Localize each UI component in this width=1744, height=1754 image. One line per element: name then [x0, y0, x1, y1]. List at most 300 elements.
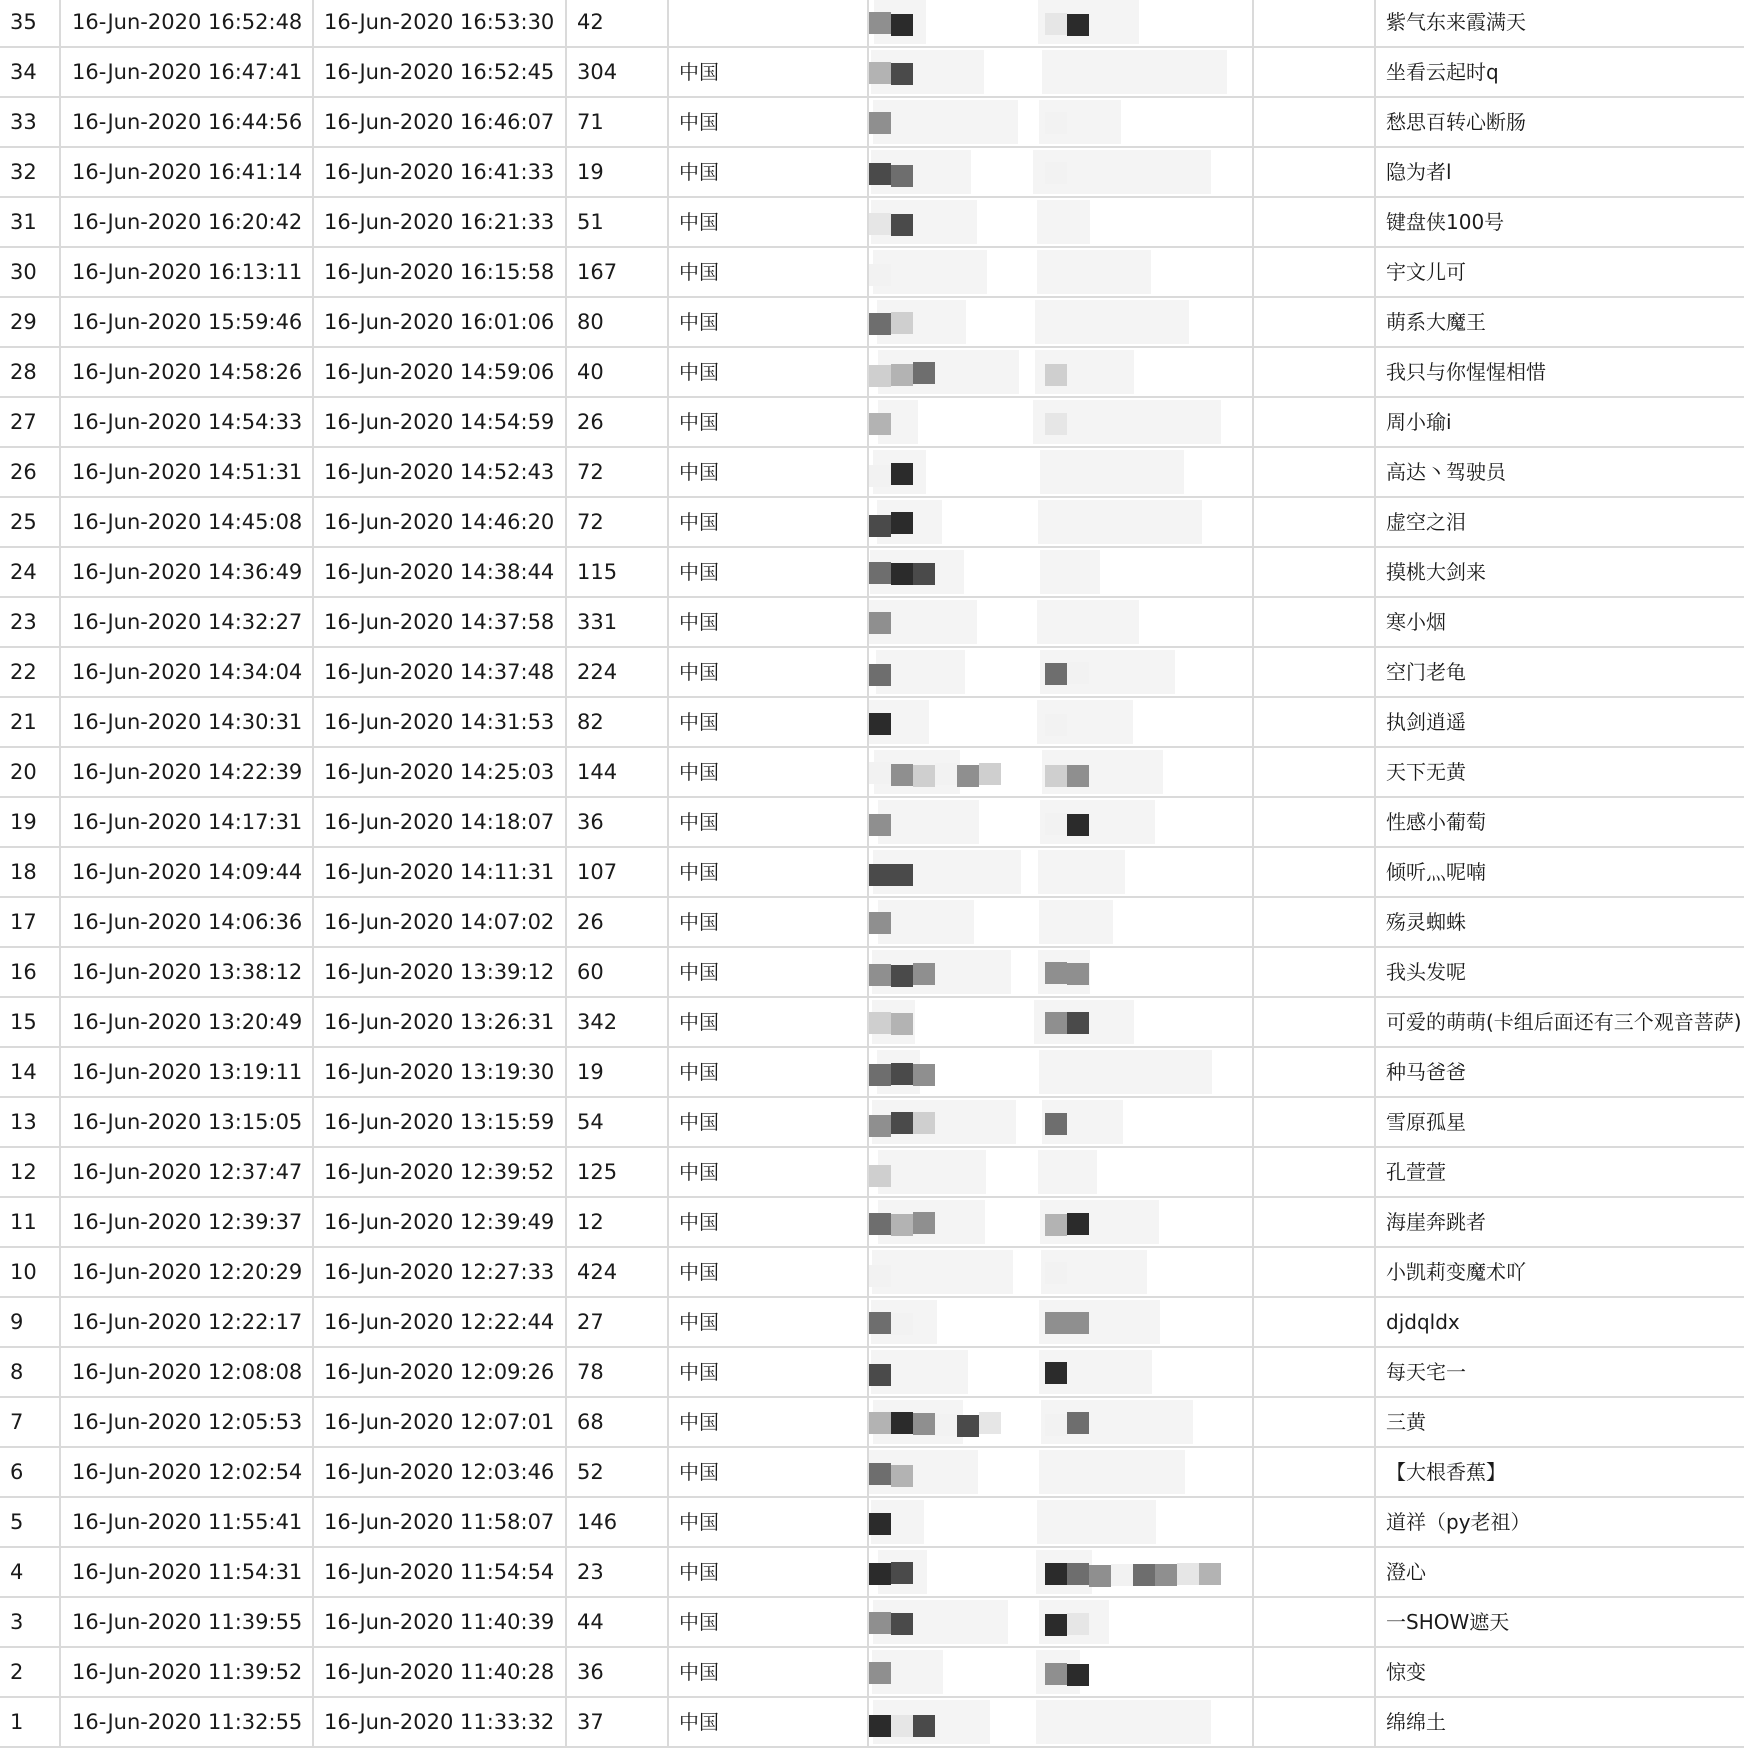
duration-cell[interactable]: 12	[567, 1198, 669, 1246]
start-time-cell[interactable]: 16-Jun-2020 12:02:54	[61, 1448, 314, 1496]
country-cell[interactable]: 中国	[669, 898, 869, 946]
nickname-cell[interactable]: 三黄	[1386, 1410, 1426, 1434]
redacted-cell-1[interactable]	[869, 998, 1033, 1046]
redacted-cell-1[interactable]	[869, 1648, 1033, 1696]
row-id-cell[interactable]: 16	[0, 948, 61, 996]
nickname-cell[interactable]: 海崖奔跳者	[1386, 1210, 1486, 1234]
redacted-cell-1[interactable]	[869, 1348, 1033, 1396]
end-time-cell[interactable]: 16-Jun-2020 14:37:58	[314, 598, 567, 646]
duration-cell[interactable]: 42	[567, 0, 669, 46]
table-row[interactable]	[0, 448, 1744, 498]
row-id-cell[interactable]: 32	[0, 148, 61, 196]
end-time-cell[interactable]: 16-Jun-2020 16:41:33	[314, 148, 567, 196]
start-time-cell[interactable]: 16-Jun-2020 14:45:08	[61, 498, 314, 546]
row-id-cell[interactable]: 4	[0, 1548, 61, 1596]
country-cell[interactable]: 中国	[669, 598, 869, 646]
redacted-cell-1[interactable]	[869, 698, 1033, 746]
end-time-cell[interactable]: 16-Jun-2020 13:39:12	[314, 948, 567, 996]
end-time-cell[interactable]: 16-Jun-2020 12:39:49	[314, 1198, 567, 1246]
redacted-cell-1[interactable]	[869, 498, 1033, 546]
end-time-cell[interactable]: 16-Jun-2020 14:31:53	[314, 698, 567, 746]
empty-cell[interactable]	[1254, 1298, 1376, 1346]
start-time-cell[interactable]: 16-Jun-2020 16:52:48	[61, 0, 314, 46]
redacted-cell-2[interactable]	[1033, 798, 1254, 846]
start-time-cell[interactable]: 16-Jun-2020 12:39:37	[61, 1198, 314, 1246]
redacted-cell-2[interactable]	[1033, 648, 1254, 696]
country-cell[interactable]: 中国	[669, 998, 869, 1046]
duration-cell[interactable]: 72	[567, 498, 669, 546]
row-id-cell[interactable]: 5	[0, 1498, 61, 1546]
redacted-cell-1[interactable]	[869, 748, 1033, 796]
nickname-cell[interactable]: 虚空之泪	[1386, 510, 1466, 534]
nickname-cell[interactable]: 雪原孤星	[1386, 1110, 1466, 1134]
end-time-cell[interactable]: 16-Jun-2020 14:54:59	[314, 398, 567, 446]
redacted-cell-2[interactable]	[1033, 0, 1254, 46]
table-row[interactable]	[0, 0, 1744, 48]
duration-cell[interactable]: 72	[567, 448, 669, 496]
redacted-cell-2[interactable]	[1033, 1448, 1254, 1496]
redacted-cell-1[interactable]	[869, 898, 1033, 946]
nickname-cell[interactable]: 坐看云起时q	[1386, 60, 1499, 84]
redacted-cell-2[interactable]	[1033, 1398, 1254, 1446]
nickname-cell[interactable]: 周小瑜i	[1386, 410, 1452, 434]
nickname-cell[interactable]: 空门老龟	[1386, 660, 1466, 684]
country-cell[interactable]: 中国	[669, 798, 869, 846]
redacted-cell-1[interactable]	[869, 1148, 1033, 1196]
duration-cell[interactable]: 23	[567, 1548, 669, 1596]
redacted-cell-2[interactable]	[1033, 398, 1254, 446]
row-id-cell[interactable]: 27	[0, 398, 61, 446]
country-cell[interactable]: 中国	[669, 1098, 869, 1146]
table-row[interactable]	[0, 1048, 1744, 1098]
table-row[interactable]	[0, 248, 1744, 298]
table-row[interactable]	[0, 1598, 1744, 1648]
duration-cell[interactable]: 144	[567, 748, 669, 796]
country-cell[interactable]: 中国	[669, 1598, 869, 1646]
redacted-cell-2[interactable]	[1033, 1648, 1254, 1696]
country-cell[interactable]: 中国	[669, 1698, 869, 1746]
start-time-cell[interactable]: 16-Jun-2020 13:20:49	[61, 998, 314, 1046]
table-row[interactable]	[0, 1648, 1744, 1698]
table-row[interactable]	[0, 748, 1744, 798]
empty-cell[interactable]	[1254, 148, 1376, 196]
start-time-cell[interactable]: 16-Jun-2020 11:39:55	[61, 1598, 314, 1646]
start-time-cell[interactable]: 16-Jun-2020 12:05:53	[61, 1398, 314, 1446]
duration-cell[interactable]: 167	[567, 248, 669, 296]
nickname-cell[interactable]: 殇灵蜘蛛	[1386, 910, 1466, 934]
end-time-cell[interactable]: 16-Jun-2020 12:07:01	[314, 1398, 567, 1446]
redacted-cell-1[interactable]	[869, 1198, 1033, 1246]
table-row[interactable]	[0, 348, 1744, 398]
country-cell[interactable]	[669, 0, 869, 46]
nickname-cell[interactable]: 澄心	[1386, 1560, 1426, 1584]
start-time-cell[interactable]: 16-Jun-2020 14:06:36	[61, 898, 314, 946]
duration-cell[interactable]: 78	[567, 1348, 669, 1396]
empty-cell[interactable]	[1254, 298, 1376, 346]
duration-cell[interactable]: 82	[567, 698, 669, 746]
row-id-cell[interactable]: 11	[0, 1198, 61, 1246]
empty-cell[interactable]	[1254, 1098, 1376, 1146]
row-id-cell[interactable]: 30	[0, 248, 61, 296]
duration-cell[interactable]: 71	[567, 98, 669, 146]
empty-cell[interactable]	[1254, 498, 1376, 546]
start-time-cell[interactable]: 16-Jun-2020 11:55:41	[61, 1498, 314, 1546]
end-time-cell[interactable]: 16-Jun-2020 16:01:06	[314, 298, 567, 346]
redacted-cell-1[interactable]	[869, 1498, 1033, 1546]
nickname-cell[interactable]: 隐为者l	[1386, 160, 1452, 184]
redacted-cell-2[interactable]	[1033, 748, 1254, 796]
empty-cell[interactable]	[1254, 1248, 1376, 1296]
end-time-cell[interactable]: 16-Jun-2020 14:46:20	[314, 498, 567, 546]
row-id-cell[interactable]: 10	[0, 1248, 61, 1296]
country-cell[interactable]: 中国	[669, 1348, 869, 1396]
redacted-cell-2[interactable]	[1033, 448, 1254, 496]
end-time-cell[interactable]: 16-Jun-2020 11:40:28	[314, 1648, 567, 1696]
table-row[interactable]	[0, 848, 1744, 898]
redacted-cell-1[interactable]	[869, 198, 1033, 246]
empty-cell[interactable]	[1254, 48, 1376, 96]
empty-cell[interactable]	[1254, 448, 1376, 496]
country-cell[interactable]: 中国	[669, 1548, 869, 1596]
nickname-cell[interactable]: 愁思百转心断肠	[1386, 110, 1526, 134]
empty-cell[interactable]	[1254, 1498, 1376, 1546]
duration-cell[interactable]: 40	[567, 348, 669, 396]
table-row[interactable]	[0, 1298, 1744, 1348]
empty-cell[interactable]	[1254, 998, 1376, 1046]
table-row[interactable]	[0, 898, 1744, 948]
redacted-cell-1[interactable]	[869, 1548, 1033, 1596]
end-time-cell[interactable]: 16-Jun-2020 14:52:43	[314, 448, 567, 496]
start-time-cell[interactable]: 16-Jun-2020 13:15:05	[61, 1098, 314, 1146]
country-cell[interactable]: 中国	[669, 648, 869, 696]
end-time-cell[interactable]: 16-Jun-2020 16:52:45	[314, 48, 567, 96]
row-id-cell[interactable]: 28	[0, 348, 61, 396]
redacted-cell-2[interactable]	[1033, 98, 1254, 146]
start-time-cell[interactable]: 16-Jun-2020 14:36:49	[61, 548, 314, 596]
start-time-cell[interactable]: 16-Jun-2020 14:22:39	[61, 748, 314, 796]
row-id-cell[interactable]: 9	[0, 1298, 61, 1346]
start-time-cell[interactable]: 16-Jun-2020 16:13:11	[61, 248, 314, 296]
nickname-cell[interactable]: 每天宅一	[1386, 1360, 1466, 1384]
row-id-cell[interactable]: 8	[0, 1348, 61, 1396]
row-id-cell[interactable]: 25	[0, 498, 61, 546]
empty-cell[interactable]	[1254, 1348, 1376, 1396]
redacted-cell-2[interactable]	[1033, 348, 1254, 396]
table-row[interactable]	[0, 1348, 1744, 1398]
redacted-cell-1[interactable]	[869, 598, 1033, 646]
row-id-cell[interactable]: 15	[0, 998, 61, 1046]
row-id-cell[interactable]: 23	[0, 598, 61, 646]
country-cell[interactable]: 中国	[669, 1248, 869, 1296]
start-time-cell[interactable]: 16-Jun-2020 11:54:31	[61, 1548, 314, 1596]
start-time-cell[interactable]: 16-Jun-2020 13:19:11	[61, 1048, 314, 1096]
country-cell[interactable]: 中国	[669, 1398, 869, 1446]
empty-cell[interactable]	[1254, 98, 1376, 146]
redacted-cell-1[interactable]	[869, 1448, 1033, 1496]
country-cell[interactable]: 中国	[669, 848, 869, 896]
redacted-cell-2[interactable]	[1033, 1548, 1254, 1596]
start-time-cell[interactable]: 16-Jun-2020 16:44:56	[61, 98, 314, 146]
redacted-cell-2[interactable]	[1033, 1698, 1254, 1746]
empty-cell[interactable]	[1254, 748, 1376, 796]
row-id-cell[interactable]: 13	[0, 1098, 61, 1146]
nickname-cell[interactable]: 一SHOW遮天	[1386, 1610, 1510, 1634]
duration-cell[interactable]: 19	[567, 148, 669, 196]
row-id-cell[interactable]: 24	[0, 548, 61, 596]
duration-cell[interactable]: 26	[567, 398, 669, 446]
redacted-cell-1[interactable]	[869, 848, 1033, 896]
redacted-cell-1[interactable]	[869, 1098, 1033, 1146]
row-id-cell[interactable]: 31	[0, 198, 61, 246]
country-cell[interactable]: 中国	[669, 548, 869, 596]
country-cell[interactable]: 中国	[669, 148, 869, 196]
redacted-cell-2[interactable]	[1033, 998, 1254, 1046]
redacted-cell-2[interactable]	[1033, 548, 1254, 596]
table-row[interactable]	[0, 1098, 1744, 1148]
redacted-cell-1[interactable]	[869, 148, 1033, 196]
start-time-cell[interactable]: 16-Jun-2020 12:20:29	[61, 1248, 314, 1296]
end-time-cell[interactable]: 16-Jun-2020 13:26:31	[314, 998, 567, 1046]
nickname-cell[interactable]: 惊变	[1386, 1660, 1426, 1684]
nickname-cell[interactable]: 孔萱萱	[1386, 1160, 1446, 1184]
duration-cell[interactable]: 54	[567, 1098, 669, 1146]
redacted-cell-2[interactable]	[1033, 898, 1254, 946]
end-time-cell[interactable]: 16-Jun-2020 12:09:26	[314, 1348, 567, 1396]
duration-cell[interactable]: 68	[567, 1398, 669, 1446]
table-row[interactable]	[0, 648, 1744, 698]
start-time-cell[interactable]: 16-Jun-2020 11:39:52	[61, 1648, 314, 1696]
nickname-cell[interactable]: 我头发呢	[1386, 960, 1466, 984]
table-row[interactable]	[0, 1148, 1744, 1198]
empty-cell[interactable]	[1254, 898, 1376, 946]
empty-cell[interactable]	[1254, 1648, 1376, 1696]
empty-cell[interactable]	[1254, 398, 1376, 446]
empty-cell[interactable]	[1254, 848, 1376, 896]
end-time-cell[interactable]: 16-Jun-2020 12:22:44	[314, 1298, 567, 1346]
redacted-cell-2[interactable]	[1033, 1098, 1254, 1146]
nickname-cell[interactable]: 道祥（py老祖）	[1386, 1510, 1531, 1534]
start-time-cell[interactable]: 16-Jun-2020 14:58:26	[61, 348, 314, 396]
redacted-cell-1[interactable]	[869, 1298, 1033, 1346]
country-cell[interactable]: 中国	[669, 1148, 869, 1196]
row-id-cell[interactable]: 20	[0, 748, 61, 796]
duration-cell[interactable]: 44	[567, 1598, 669, 1646]
country-cell[interactable]: 中国	[669, 398, 869, 446]
country-cell[interactable]: 中国	[669, 48, 869, 96]
empty-cell[interactable]	[1254, 0, 1376, 46]
table-row[interactable]	[0, 548, 1744, 598]
redacted-cell-1[interactable]	[869, 98, 1033, 146]
redacted-cell-1[interactable]	[869, 798, 1033, 846]
empty-cell[interactable]	[1254, 1048, 1376, 1096]
redacted-cell-1[interactable]	[869, 648, 1033, 696]
nickname-cell[interactable]: 性感小葡萄	[1386, 810, 1486, 834]
empty-cell[interactable]	[1254, 1148, 1376, 1196]
end-time-cell[interactable]: 16-Jun-2020 13:15:59	[314, 1098, 567, 1146]
redacted-cell-1[interactable]	[869, 448, 1033, 496]
end-time-cell[interactable]: 16-Jun-2020 14:07:02	[314, 898, 567, 946]
row-id-cell[interactable]: 22	[0, 648, 61, 696]
nickname-cell[interactable]: 我只与你惺惺相惜	[1386, 360, 1546, 384]
table-row[interactable]	[0, 948, 1744, 998]
empty-cell[interactable]	[1254, 648, 1376, 696]
duration-cell[interactable]: 37	[567, 1698, 669, 1746]
end-time-cell[interactable]: 16-Jun-2020 16:15:58	[314, 248, 567, 296]
duration-cell[interactable]: 342	[567, 998, 669, 1046]
country-cell[interactable]: 中国	[669, 698, 869, 746]
redacted-cell-2[interactable]	[1033, 1598, 1254, 1646]
start-time-cell[interactable]: 16-Jun-2020 12:08:08	[61, 1348, 314, 1396]
end-time-cell[interactable]: 16-Jun-2020 14:38:44	[314, 548, 567, 596]
row-id-cell[interactable]: 29	[0, 298, 61, 346]
nickname-cell[interactable]: 种马爸爸	[1386, 1060, 1466, 1084]
duration-cell[interactable]: 331	[567, 598, 669, 646]
table-row[interactable]	[0, 148, 1744, 198]
nickname-cell[interactable]: 【大根香蕉】	[1386, 1460, 1506, 1484]
redacted-cell-2[interactable]	[1033, 48, 1254, 96]
redacted-cell-1[interactable]	[869, 548, 1033, 596]
empty-cell[interactable]	[1254, 1448, 1376, 1496]
nickname-cell[interactable]: 执剑逍遥	[1386, 710, 1466, 734]
start-time-cell[interactable]: 16-Jun-2020 14:34:04	[61, 648, 314, 696]
end-time-cell[interactable]: 16-Jun-2020 13:19:30	[314, 1048, 567, 1096]
nickname-cell[interactable]: 萌系大魔王	[1386, 310, 1486, 334]
redacted-cell-1[interactable]	[869, 1698, 1033, 1746]
end-time-cell[interactable]: 16-Jun-2020 16:46:07	[314, 98, 567, 146]
country-cell[interactable]: 中国	[669, 348, 869, 396]
end-time-cell[interactable]: 16-Jun-2020 14:37:48	[314, 648, 567, 696]
start-time-cell[interactable]: 16-Jun-2020 15:59:46	[61, 298, 314, 346]
row-id-cell[interactable]: 12	[0, 1148, 61, 1196]
start-time-cell[interactable]: 16-Jun-2020 12:37:47	[61, 1148, 314, 1196]
redacted-cell-2[interactable]	[1033, 1298, 1254, 1346]
redacted-cell-2[interactable]	[1033, 1198, 1254, 1246]
start-time-cell[interactable]: 16-Jun-2020 12:22:17	[61, 1298, 314, 1346]
redacted-cell-2[interactable]	[1033, 248, 1254, 296]
end-time-cell[interactable]: 16-Jun-2020 12:39:52	[314, 1148, 567, 1196]
duration-cell[interactable]: 19	[567, 1048, 669, 1096]
row-id-cell[interactable]: 2	[0, 1648, 61, 1696]
row-id-cell[interactable]: 19	[0, 798, 61, 846]
nickname-cell[interactable]: 寒小烟	[1386, 610, 1446, 634]
redacted-cell-2[interactable]	[1033, 1498, 1254, 1546]
country-cell[interactable]: 中国	[669, 1498, 869, 1546]
table-row[interactable]	[0, 798, 1744, 848]
empty-cell[interactable]	[1254, 548, 1376, 596]
redacted-cell-2[interactable]	[1033, 1248, 1254, 1296]
empty-cell[interactable]	[1254, 948, 1376, 996]
end-time-cell[interactable]: 16-Jun-2020 12:03:46	[314, 1448, 567, 1496]
start-time-cell[interactable]: 16-Jun-2020 14:54:33	[61, 398, 314, 446]
redacted-cell-1[interactable]	[869, 248, 1033, 296]
start-time-cell[interactable]: 16-Jun-2020 16:47:41	[61, 48, 314, 96]
start-time-cell[interactable]: 16-Jun-2020 14:32:27	[61, 598, 314, 646]
start-time-cell[interactable]: 16-Jun-2020 14:30:31	[61, 698, 314, 746]
table-row[interactable]	[0, 498, 1744, 548]
duration-cell[interactable]: 52	[567, 1448, 669, 1496]
table-row[interactable]	[0, 1548, 1744, 1598]
row-id-cell[interactable]: 21	[0, 698, 61, 746]
country-cell[interactable]: 中国	[669, 248, 869, 296]
table-row[interactable]	[0, 98, 1744, 148]
table-row[interactable]	[0, 998, 1744, 1048]
end-time-cell[interactable]: 16-Jun-2020 14:11:31	[314, 848, 567, 896]
end-time-cell[interactable]: 16-Jun-2020 14:59:06	[314, 348, 567, 396]
redacted-cell-2[interactable]	[1033, 298, 1254, 346]
redacted-cell-1[interactable]	[869, 398, 1033, 446]
duration-cell[interactable]: 36	[567, 1648, 669, 1696]
row-id-cell[interactable]: 33	[0, 98, 61, 146]
table-row[interactable]	[0, 1498, 1744, 1548]
empty-cell[interactable]	[1254, 1548, 1376, 1596]
row-id-cell[interactable]: 18	[0, 848, 61, 896]
row-id-cell[interactable]: 7	[0, 1398, 61, 1446]
duration-cell[interactable]: 36	[567, 798, 669, 846]
redacted-cell-1[interactable]	[869, 48, 1033, 96]
end-time-cell[interactable]: 16-Jun-2020 16:53:30	[314, 0, 567, 46]
start-time-cell[interactable]: 16-Jun-2020 14:51:31	[61, 448, 314, 496]
duration-cell[interactable]: 424	[567, 1248, 669, 1296]
empty-cell[interactable]	[1254, 1198, 1376, 1246]
row-id-cell[interactable]: 3	[0, 1598, 61, 1646]
country-cell[interactable]: 中国	[669, 1048, 869, 1096]
table-row[interactable]	[0, 1398, 1744, 1448]
row-id-cell[interactable]: 14	[0, 1048, 61, 1096]
duration-cell[interactable]: 80	[567, 298, 669, 346]
duration-cell[interactable]: 146	[567, 1498, 669, 1546]
nickname-cell[interactable]: 宇文儿可	[1386, 260, 1466, 284]
duration-cell[interactable]: 26	[567, 898, 669, 946]
redacted-cell-1[interactable]	[869, 348, 1033, 396]
nickname-cell[interactable]: djdqldx	[1386, 1310, 1460, 1334]
redacted-cell-2[interactable]	[1033, 698, 1254, 746]
redacted-cell-1[interactable]	[869, 0, 1033, 46]
redacted-cell-2[interactable]	[1033, 598, 1254, 646]
duration-cell[interactable]: 60	[567, 948, 669, 996]
redacted-cell-1[interactable]	[869, 1598, 1033, 1646]
country-cell[interactable]: 中国	[669, 1448, 869, 1496]
country-cell[interactable]: 中国	[669, 1648, 869, 1696]
redacted-cell-2[interactable]	[1033, 148, 1254, 196]
table-row[interactable]	[0, 1248, 1744, 1298]
start-time-cell[interactable]: 16-Jun-2020 16:41:14	[61, 148, 314, 196]
country-cell[interactable]: 中国	[669, 1298, 869, 1346]
nickname-cell[interactable]: 紫气东来霞满天	[1386, 10, 1526, 34]
table-row[interactable]	[0, 598, 1744, 648]
empty-cell[interactable]	[1254, 598, 1376, 646]
nickname-cell[interactable]: 倾听灬呢喃	[1386, 860, 1486, 884]
redacted-cell-1[interactable]	[869, 1398, 1033, 1446]
country-cell[interactable]: 中国	[669, 748, 869, 796]
empty-cell[interactable]	[1254, 1598, 1376, 1646]
redacted-cell-2[interactable]	[1033, 1348, 1254, 1396]
country-cell[interactable]: 中国	[669, 198, 869, 246]
nickname-cell[interactable]: 键盘侠100号	[1386, 210, 1505, 234]
start-time-cell[interactable]: 16-Jun-2020 11:32:55	[61, 1698, 314, 1746]
country-cell[interactable]: 中国	[669, 498, 869, 546]
end-time-cell[interactable]: 16-Jun-2020 11:33:32	[314, 1698, 567, 1746]
redacted-cell-2[interactable]	[1033, 1048, 1254, 1096]
table-row[interactable]	[0, 1198, 1744, 1248]
redacted-cell-2[interactable]	[1033, 1148, 1254, 1196]
redacted-cell-2[interactable]	[1033, 848, 1254, 896]
start-time-cell[interactable]: 16-Jun-2020 16:20:42	[61, 198, 314, 246]
table-row[interactable]	[0, 198, 1744, 248]
row-id-cell[interactable]: 26	[0, 448, 61, 496]
row-id-cell[interactable]: 1	[0, 1698, 61, 1746]
nickname-cell[interactable]: 高达丶驾驶员	[1386, 460, 1506, 484]
redacted-cell-1[interactable]	[869, 1048, 1033, 1096]
